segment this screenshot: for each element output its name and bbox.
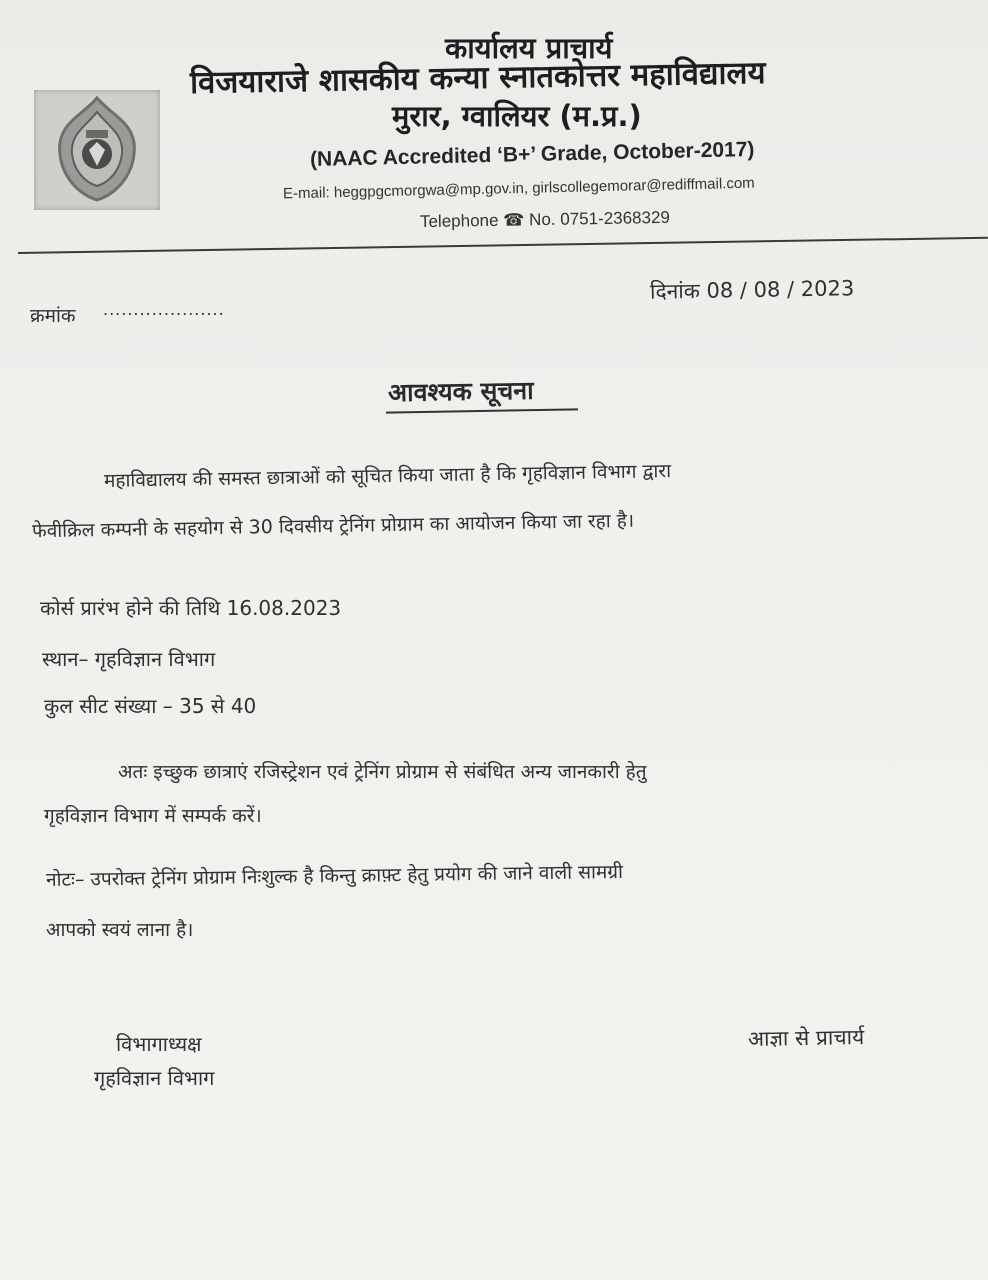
paragraph-1-line-2: फेवीक्रिल कम्पनी के सहयोग से 30 दिवसीय ट्रेनिंग प्रोग्राम का आयोजन किया जा रहा है। [31, 509, 635, 543]
note-line-1: नोटः– उपरोक्त ट्रेनिंग प्रोग्राम निःशुल्क है किन्तु क्राफ़्ट हेतु प्रयोग की जाने वाली सामग्री [45, 860, 624, 892]
paragraph-2-line-1: अतः इच्छुक छात्राएं रजिस्ट्रेशन एवं ट्रेनिंग प्रोग्राम से संबंधित अन्य जानकारी हेतु [118, 761, 647, 783]
notice-date: दिनांक 08 / 08 / 2023 [649, 276, 855, 304]
note-line-2: आपको स्वयं लाना है। [46, 919, 194, 941]
reference-value: .................... [103, 300, 225, 319]
paragraph-1-line-1: महाविद्यालय की समस्त छात्राओं को सूचित किया जाता है कि गृहविज्ञान विभाग द्वारा [103, 460, 672, 492]
notice-title: आवश्यक सूचना [387, 375, 534, 408]
college-emblem-icon [34, 90, 160, 210]
signatory-designation: विभागाध्यक्ष [116, 1032, 202, 1056]
accreditation-line: (NAAC Accredited ‘B+’ Grade, October-2017) [309, 137, 755, 172]
reference-label: क्रमांक [30, 305, 76, 327]
title-underline [386, 408, 578, 413]
seat-count: कुल सीट संख्या – 35 से 40 [44, 694, 257, 718]
signatory-department: गृहविज्ञान विभाग [94, 1066, 215, 1090]
course-start-date: कोर्स प्रारंभ होने की तिथि 16.08.2023 [40, 596, 342, 620]
paragraph-2-line-2: गृहविज्ञान विभाग में सम्पर्क करें। [44, 805, 262, 827]
email-line: E-mail: heggpgcmorgwa@mp.gov.in, girlscollegemorar@rediffmail.com [282, 174, 755, 203]
venue: स्थान– गृहविज्ञान विभाग [42, 647, 216, 671]
telephone-line: Telephone ☎ No. 0751-2368329 [419, 207, 671, 232]
office-heading: कार्यालय प्राचार्य [445, 31, 613, 65]
college-location: मुरार, ग्वालियर (म.प्र.) [392, 99, 642, 133]
header-divider [18, 237, 988, 254]
principal-authority: आज्ञा से प्राचार्य [747, 1024, 865, 1052]
college-name: विजयाराजे शासकीय कन्या स्नातकोत्तर महाविद्यालय [189, 54, 766, 102]
